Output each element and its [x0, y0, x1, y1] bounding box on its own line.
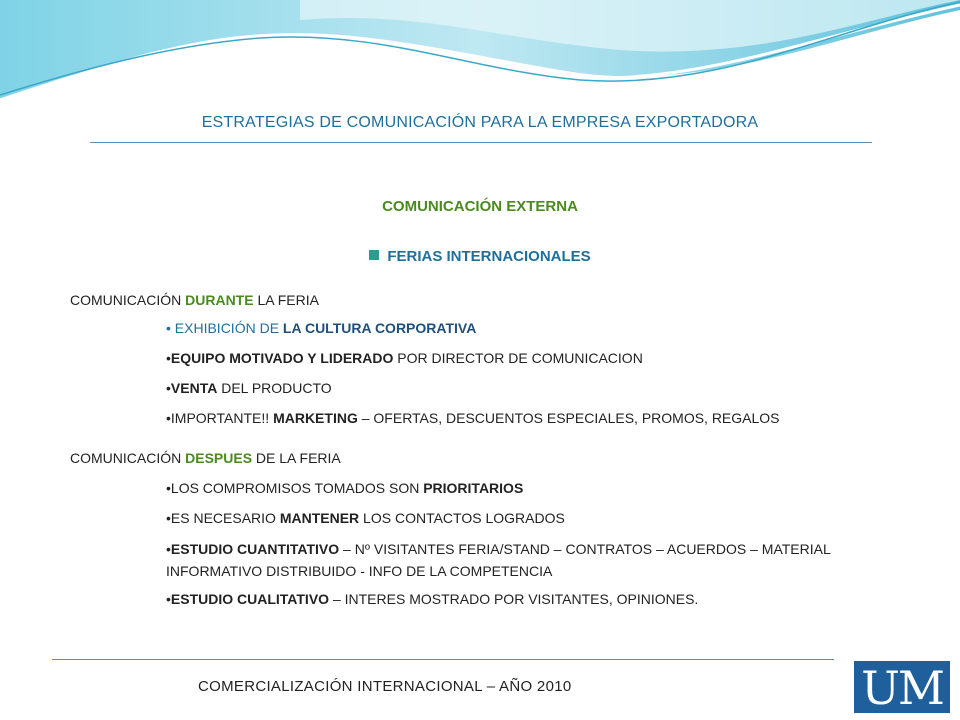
- subsection-label: FERIAS INTERNACIONALES: [387, 248, 591, 265]
- item-bold: EQUIPO MOTIVADO Y LIDERADO: [170, 350, 394, 366]
- item-text: •: [166, 380, 171, 396]
- item-text: • EXHIBICIÓN DE: [166, 320, 283, 336]
- item-text: •ES NECESARIO: [166, 510, 280, 526]
- item-text: POR DIRECTOR DE COMUNICACION: [393, 350, 643, 366]
- item-bold: MANTENER: [279, 510, 360, 526]
- item-text: •: [166, 591, 171, 607]
- phase-suffix: LA FERIA: [253, 292, 319, 308]
- section-heading: COMUNICACIÓN EXTERNA: [382, 198, 578, 215]
- list-item: [166, 477, 846, 499]
- list-item: [166, 377, 846, 399]
- header-wave-decoration: [0, 0, 960, 110]
- phase-highlight: DESPUES: [185, 450, 253, 466]
- item-text: – INTERES MOSTRADO POR VISITANTES, OPINIONES.: [329, 591, 699, 607]
- item-bold: ESTUDIO CUALITATIVO: [170, 591, 330, 607]
- title-divider: [90, 142, 872, 143]
- item-text: •LOS COMPROMISOS TOMADOS SON: [166, 480, 424, 496]
- list-item: [166, 538, 846, 582]
- item-text: •: [166, 541, 171, 557]
- item-bold: LA CULTURA CORPORATIVA: [282, 320, 477, 336]
- footer-text: COMERCIALIZACIÓN INTERNACIONAL – AÑO 2010: [198, 678, 572, 695]
- um-logo: UM: [852, 659, 952, 715]
- list-item: [166, 588, 846, 610]
- square-bullet-icon: [369, 250, 379, 260]
- phase-prefix: COMUNICACIÓN: [70, 450, 186, 466]
- item-bold: VENTA: [170, 380, 218, 396]
- item-text: – OFERTAS, DESCUENTOS ESPECIALES, PROMOS, REGALOS: [357, 410, 780, 426]
- item-text: •: [166, 350, 171, 366]
- list-item: [166, 407, 846, 429]
- list-item: [166, 507, 846, 529]
- item-bold: MARKETING: [273, 410, 358, 426]
- item-bold: PRIORITARIOS: [423, 480, 524, 496]
- footer-divider: [52, 659, 834, 660]
- phase-prefix: COMUNICACIÓN: [70, 292, 186, 308]
- subsection-heading: [0, 248, 960, 265]
- phase-heading-during: [70, 292, 319, 308]
- list-item: [166, 347, 846, 369]
- item-text: LOS CONTACTOS LOGRADOS: [359, 510, 565, 526]
- page-title: ESTRATEGIAS DE COMUNICACIÓN PARA LA EMPRESA EXPORTADORA: [201, 114, 759, 131]
- list-item: [166, 317, 846, 339]
- phase-suffix: DE LA FERIA: [252, 450, 341, 466]
- item-text: •IMPORTANTE!!: [166, 410, 274, 426]
- phase-highlight: DURANTE: [185, 292, 254, 308]
- phase-heading-after: [70, 450, 341, 466]
- item-bold: ESTUDIO CUANTITATIVO: [170, 541, 340, 557]
- item-text: – Nº VISITANTES FERIA/STAND – CONTRATOS – ACUERDOS – MATERIAL INFORMATIVO DISTRIBUIDO - INFO DE LA COMPETENCIA: [166, 541, 831, 579]
- item-text: DEL PRODUCTO: [217, 380, 332, 396]
